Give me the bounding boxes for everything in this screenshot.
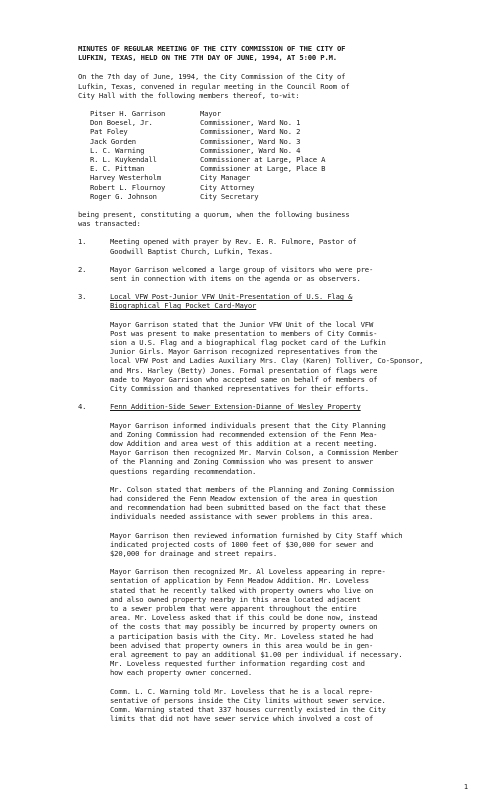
- roll-row: [90, 109, 325, 118]
- item-heading: Fenn Addition-Side Sewer Extension-Dianne of Wesley Property: [110, 402, 361, 412]
- intro-paragraph: [78, 72, 460, 100]
- roll-row: [90, 155, 325, 164]
- member-name: Don Boesel, Jr.: [90, 118, 153, 128]
- paragraph-line: of the Planning and Zoning Commission who was present to answer: [110, 457, 374, 467]
- paragraph-line: area. Mr. Loveless asked that if this could be done now, instead: [110, 613, 378, 623]
- paragraph-line: sentation of application by Fenn Meadow Addition. Mr. Loveless: [110, 576, 369, 586]
- item-number: 3.: [78, 292, 87, 302]
- member-title: City Attorney: [200, 182, 255, 192]
- member-title: Commissioner, Ward No. 3: [200, 136, 301, 146]
- roll-row: [90, 164, 325, 173]
- agenda-items: [78, 237, 460, 723]
- agenda-item: [78, 402, 460, 723]
- quorum-line: was transacted:: [78, 219, 141, 229]
- agenda-item: [78, 237, 460, 255]
- intro-line: Lufkin, Texas, convened in regular meeting in the Council Room of: [78, 81, 350, 91]
- paragraph-line: Mayor Garrison then reviewed information furnished by City Staff which: [110, 530, 403, 540]
- quorum-paragraph: [78, 210, 460, 228]
- item-paragraph: [110, 531, 460, 559]
- intro-line: City Hall with the following members thereof, to-wit:: [78, 90, 300, 100]
- paragraph-line: $20,000 for drainage and street repairs.: [110, 548, 278, 558]
- member-title: Mayor: [200, 109, 221, 119]
- paragraph-line: Comm. L. C. Warning told Mr. Loveless that he is a local repre-: [110, 686, 374, 696]
- paragraph-line: Mayor Garrison informed individuals present that the City Planning: [110, 420, 386, 430]
- member-name: Robert L. Flournoy: [90, 182, 166, 192]
- paragraph-line: and Zoning Commission had recommended extension of the Fenn Mea-: [110, 429, 378, 439]
- item-line: Meeting opened with prayer by Rev. E. R. Fulmore, Pastor of: [110, 237, 357, 247]
- page-number: 1: [463, 783, 468, 791]
- paragraph-line: local VFW Post and Ladies Auxiliary Mrs. Clay (Karen) Tolliver, Co-Sponsor,: [110, 356, 424, 366]
- title-line-1: MINUTES OF REGULAR MEETING OF THE CITY COMMISSION OF THE CITY OF: [78, 44, 346, 53]
- item-paragraph: [110, 567, 460, 677]
- agenda-item: [78, 292, 460, 393]
- member-title: Commissioner, Ward No. 1: [200, 118, 301, 128]
- item-number: 1.: [78, 237, 87, 247]
- paragraph-line: Mr. Colson stated that members of the Planning and Zoning Commission: [110, 484, 395, 494]
- item-line: sent in connection with items on the agenda or as observers.: [110, 274, 361, 284]
- item-number: 2.: [78, 264, 87, 274]
- member-name: Jack Gorden: [90, 136, 136, 146]
- paragraph-line: sentative of persons inside the City limits without sewer service.: [110, 695, 386, 705]
- member-name: R. L. Kuykendall: [90, 155, 157, 165]
- paragraph-line: to a sewer problem that were apparent throughout the entire: [110, 603, 357, 613]
- member-title: City Secretary: [200, 191, 259, 201]
- roll-row: [90, 173, 325, 182]
- roll-row: [90, 118, 325, 127]
- roll-row: [90, 137, 325, 146]
- attendance-roll: [90, 109, 325, 201]
- paragraph-line: sion a U.S. Flag and a biographical flag pocket card of the Lufkin: [110, 338, 386, 348]
- item-paragraph: [110, 687, 460, 724]
- paragraph-line: questions regarding recommendation.: [110, 466, 257, 476]
- roll-row: [90, 192, 325, 201]
- item-heading: Biographical Flag Pocket Card-Mayor: [110, 301, 257, 311]
- paragraph-line: and also owned property nearby in this area located adjacent: [110, 594, 361, 604]
- paragraph-line: and Mrs. Harley (Betty) Jones. Formal presentation of flags were: [110, 365, 378, 375]
- item-line: Goodwill Baptist Church, Lufkin, Texas.: [110, 246, 273, 256]
- item-heading: Local VFW Post-Junior VFW Unit-Presentation of U.S. Flag &: [110, 292, 353, 302]
- paragraph-line: stated that he recently talked with property owners who live on: [110, 585, 374, 595]
- paragraph-line: of the costs that may possibly be incurred by property owners on: [110, 622, 378, 632]
- paragraph-line: been advised that property owners in this area would be in gen-: [110, 640, 374, 650]
- item-paragraph: [110, 485, 460, 522]
- intro-line: On the 7th day of June, 1994, the City Commission of the City of: [78, 72, 346, 82]
- member-name: L. C. Warning: [90, 145, 145, 155]
- member-name: Pitser H. Garrison: [90, 109, 166, 119]
- member-title: Commissioner at Large, Place B: [200, 164, 326, 174]
- paragraph-line: made to Mayor Garrison who accepted same on behalf of members of: [110, 374, 378, 384]
- paragraph-line: and recommendation had been submitted based on the fact that these: [110, 503, 386, 513]
- item-number: 4.: [78, 402, 87, 412]
- paragraph-line: individuals needed assistance with sewer problems in this area.: [110, 512, 374, 522]
- member-name: Harvey Westerholm: [90, 173, 162, 183]
- member-name: E. C. Pittman: [90, 164, 145, 174]
- item-paragraph: [110, 421, 460, 476]
- paragraph-line: Mr. Loveless requested further information regarding cost and: [110, 659, 365, 669]
- member-title: Commissioner, Ward No. 4: [200, 145, 301, 155]
- paragraph-line: Post was present to make presentation to members of City Commis-: [110, 328, 378, 338]
- document-title: [78, 44, 460, 62]
- paragraph-line: City Commission and thanked representatives for their efforts.: [110, 384, 369, 394]
- roll-row: [90, 146, 325, 155]
- member-name: Pat Foley: [90, 127, 128, 137]
- quorum-line: being present, constituting a quorum, when the following business: [78, 210, 350, 220]
- member-title: Commissioner at Large, Place A: [200, 155, 326, 165]
- paragraph-line: Comm. Warning stated that 337 houses currently existed in the City: [110, 704, 386, 714]
- agenda-item: [78, 265, 460, 283]
- paragraph-line: Mayor Garrison then recognized Mr. Marvin Colson, a Commission Member: [110, 448, 399, 458]
- paragraph-line: Mayor Garrison then recognized Mr. Al Loveless appearing in repre-: [110, 567, 386, 577]
- paragraph-line: limits that did not have sewer service which involved a cost of: [110, 714, 374, 724]
- paragraph-line: Mayor Garrison stated that the Junior VFW Unit of the local VFW: [110, 319, 374, 329]
- roll-row: [90, 183, 325, 192]
- paragraph-line: indicated projected costs of 1000 feet of $30,000 for sewer and: [110, 539, 374, 549]
- paragraph-line: how each property owner concerned.: [110, 668, 253, 678]
- paragraph-line: Junior Girls. Mayor Garrison recognized representatives from the: [110, 347, 378, 357]
- paragraph-line: a participation basis with the City. Mr. Loveless stated he had: [110, 631, 374, 641]
- title-line-2: LUFKIN, TEXAS, HELD ON THE 7TH DAY OF JUNE, 1994, AT 5:00 P.M.: [78, 53, 337, 63]
- paragraph-line: dow Addition and area west of this addition at a recent meeting.: [110, 438, 378, 448]
- paragraph-line: had considered the Fenn Meadow extension of the area in question: [110, 493, 378, 503]
- member-title: City Manager: [200, 173, 251, 183]
- paragraph-line: eral agreement to pay an additional $1.00 per individual if necessary.: [110, 649, 403, 659]
- member-name: Roger G. Johnson: [90, 191, 157, 201]
- member-title: Commissioner, Ward No. 2: [200, 127, 301, 137]
- item-line: Mayor Garrison welcomed a large group of visitors who were pre-: [110, 264, 374, 274]
- item-paragraph: [110, 320, 460, 394]
- roll-row: [90, 127, 325, 136]
